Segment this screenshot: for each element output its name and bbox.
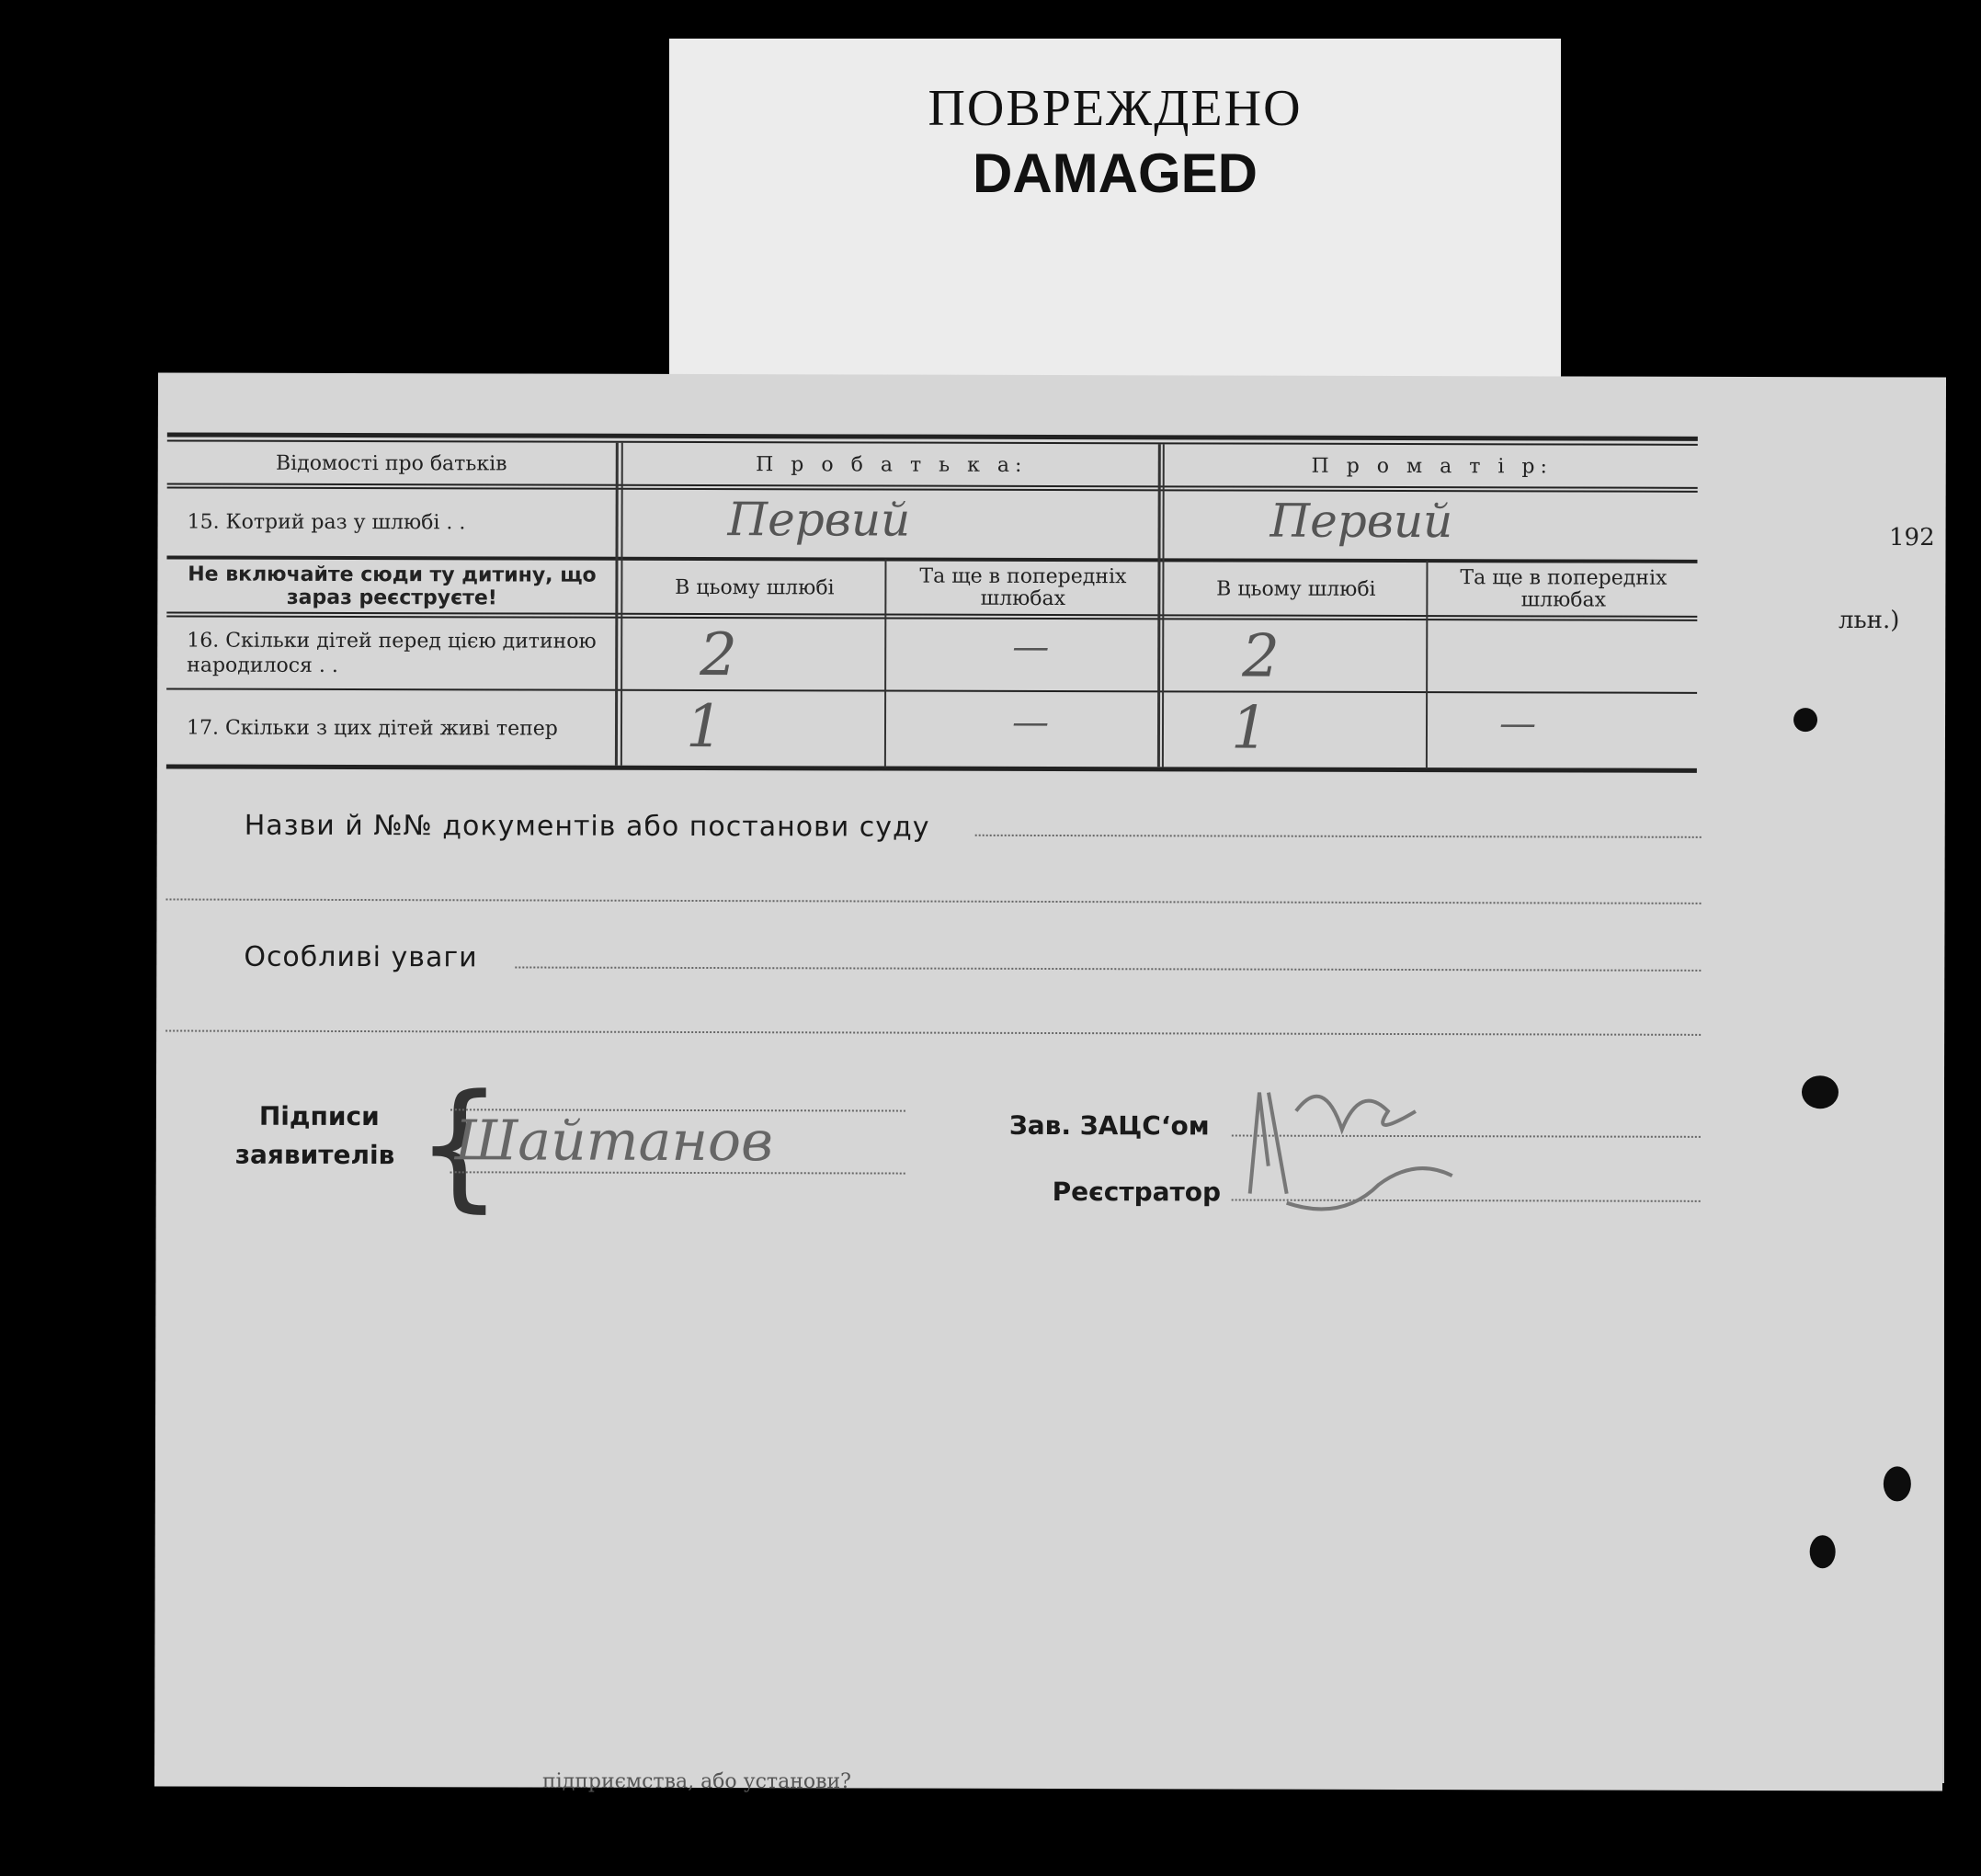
parents-table xyxy=(166,432,1698,776)
subheader-mother-this: В цьому шлюбі xyxy=(1216,576,1376,601)
row17-mother-prev: — xyxy=(1498,702,1537,745)
header-father: П р о б а т ь к а: xyxy=(756,452,1028,477)
documents-fill-line-2 xyxy=(166,898,1702,904)
applicant-signature: Шайтанов xyxy=(454,1109,774,1175)
row16-father-prev: — xyxy=(1012,625,1050,668)
row15-label: 15. Котрий раз у шлюбі . . xyxy=(187,510,466,534)
damage-hole xyxy=(1884,1466,1911,1501)
damaged-label-ru: ПОВРЕЖДЕНО xyxy=(928,80,1303,137)
row16-mother-this: 2 xyxy=(1242,622,1281,691)
head-label: Зав. ЗАЦС‘ом xyxy=(1008,1109,1210,1142)
notes-fill-line xyxy=(515,966,1701,971)
document-sheet xyxy=(154,372,1946,1791)
damage-hole xyxy=(1802,1075,1839,1109)
subheader-mother-prev: Та ще в попередніх шлюбах xyxy=(1460,566,1668,612)
registrar-label: Реєстратор xyxy=(1052,1177,1222,1208)
damage-hole xyxy=(1793,708,1817,732)
official-signature xyxy=(1232,1056,1490,1241)
row17-father-prev: — xyxy=(1011,700,1050,744)
signatures-brace: { xyxy=(415,1065,504,1226)
peek-suffix: льн.) xyxy=(1839,607,1900,634)
row17-label: 17. Скільки з цих дітей живі тепер xyxy=(186,716,558,741)
subheader-father-this: В цьому шлюбі xyxy=(675,575,835,599)
peek-year: 192 xyxy=(1889,524,1935,551)
row16-father-this: 2 xyxy=(700,621,738,690)
signatures-label-1: Підписи xyxy=(258,1100,380,1132)
row15-mother-value: Первий xyxy=(1269,494,1453,549)
header-mother: П р о м а т і р: xyxy=(1311,454,1553,478)
row16-label: 16. Скільки дітей перед цією дитиною народилося . . xyxy=(187,629,597,677)
damage-hole xyxy=(1810,1535,1836,1568)
signatures-label-2: заявителів xyxy=(234,1139,395,1171)
header-parents: Відомості про батьків xyxy=(275,451,507,475)
note-exclude-child: Не включайте сюди ту дитину, що зараз реєструєте! xyxy=(188,563,597,610)
damaged-label-en: DAMAGED xyxy=(973,142,1258,204)
peek-bottom: підприємства, або установи? xyxy=(542,1770,851,1793)
row17-mother-this: 1 xyxy=(1230,694,1269,763)
damaged-label-card xyxy=(669,39,1561,402)
applicant-line-2 xyxy=(450,1171,905,1174)
documents-label: Назви й №№ документів або постанови суду xyxy=(244,809,930,844)
row15-father-value: Первий xyxy=(727,493,911,547)
row17-father-this: 1 xyxy=(685,692,723,762)
subheader-father-prev: Та ще в попередніх шлюбах xyxy=(919,564,1127,611)
notes-label: Особливі уваги xyxy=(244,940,478,974)
notes-fill-line-2 xyxy=(165,1029,1701,1035)
documents-fill-line xyxy=(975,835,1702,838)
